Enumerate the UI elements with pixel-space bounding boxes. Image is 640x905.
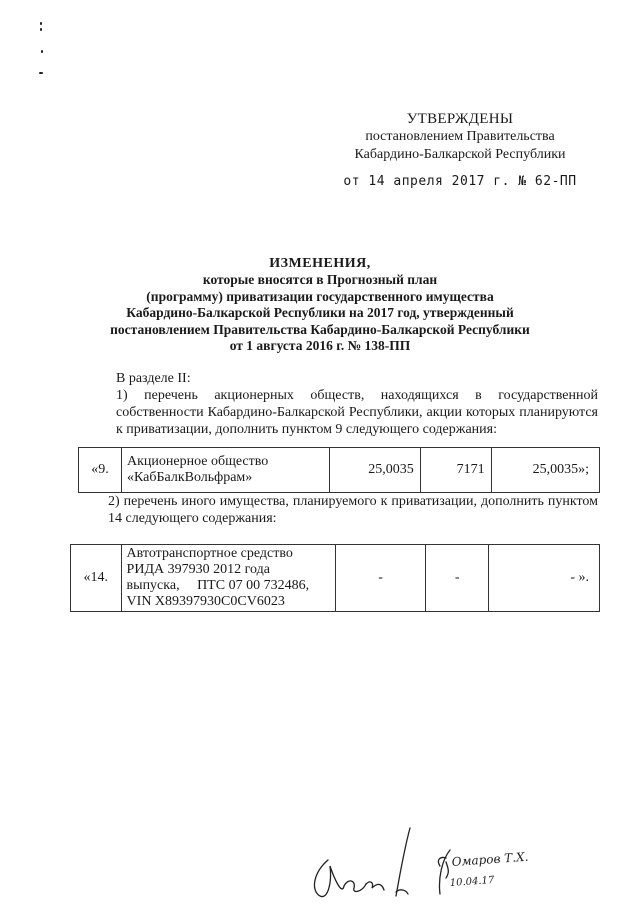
section-intro: В разделе II: (116, 371, 191, 386)
table-row (79, 448, 600, 493)
signature-name: Омаров Т.Х. (451, 849, 529, 869)
row-number: «9. (79, 448, 122, 493)
property-line: Автотранспортное средство (126, 546, 293, 561)
property-line: РИДА 397930 2012 года (126, 562, 270, 577)
document-title (70, 256, 570, 354)
property-description-cell (121, 545, 335, 612)
approval-stamp (330, 110, 590, 191)
title-line: которые вносятся в Прогнозный план (202, 272, 438, 288)
item-1-paragraph (82, 387, 598, 438)
approval-line-1: постановлением Правительства (365, 129, 555, 144)
handwritten-signature (300, 820, 550, 900)
planned-share-cell: 25,0035»; (491, 448, 599, 493)
item-1-text: 1) перечень акционерных обществ, находящихся в государственной собственности Кабардино-Балкарской Республики, акции которых планируются к приватизации, дополнить пунктом 9 следующего содержания: (116, 388, 598, 437)
title-line: Кабардино-Балкарской Республики на 2017 год, утвержденный (126, 305, 514, 321)
shares-count-cell: 7171 (420, 448, 491, 493)
share-cell: 25,0035 (330, 448, 421, 493)
company-name-line-1: Акционерное общество (126, 454, 269, 469)
signature-date: 10.04.17 (449, 874, 495, 889)
company-name-line-2: «КабБалкВольфрам» (126, 470, 253, 485)
table-joint-stock (78, 447, 600, 493)
row-number: «14. (71, 545, 122, 612)
value-cell: - (426, 545, 489, 612)
title-heading: ИЗМЕНЕНИЯ, (269, 256, 371, 271)
approved-label: УТВЕРЖДЕНЫ (406, 111, 514, 127)
title-line: (программу) приватизации государственного имущества (146, 288, 494, 304)
property-line: выпуска, ПТС 07 00 732486, (126, 578, 310, 593)
property-line: VIN X89397930C0CV6023 (126, 594, 285, 609)
item-2-paragraph (82, 493, 598, 527)
approval-date: от 14 апреля 2017 г. № 62-ПП (343, 174, 577, 189)
table-other-property (70, 544, 600, 612)
value-cell: - (335, 545, 425, 612)
value-cell: - ». (489, 545, 600, 612)
item-2-text: 2) перечень иного имущества, планируемого к приватизации, дополнить пунктом 14 следующего содержания: (108, 494, 598, 526)
margin-marks (36, 20, 50, 80)
company-name-cell (121, 448, 329, 493)
title-line: от 1 августа 2016 г. № 138-ПП (229, 338, 411, 354)
approval-line-2: Кабардино-Балкарской Республики (354, 147, 566, 162)
title-line: постановлением Правительства Кабардино-Балкарской Республики (110, 321, 530, 337)
table-row (71, 545, 600, 612)
